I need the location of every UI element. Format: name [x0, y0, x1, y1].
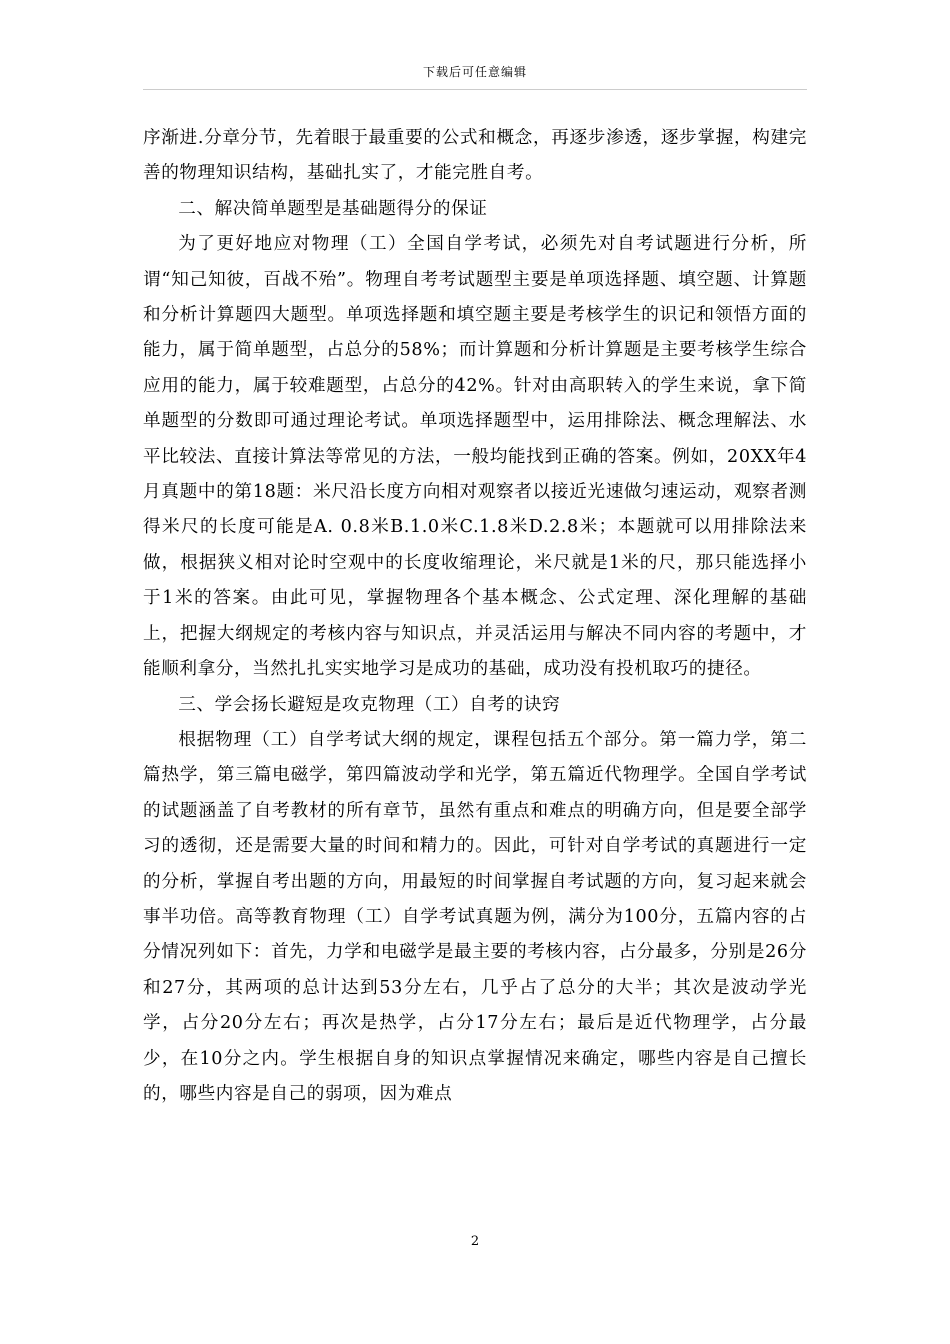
paragraph-continued: 序渐进.分章分节，先着眼于最重要的公式和概念，再逐步渗透，逐步掌握，构建完善的物理知识结构，基础扎实了，才能完胜自考。	[143, 128, 807, 184]
page-header	[0, 64, 950, 80]
page-number: 2	[470, 1234, 480, 1249]
paragraph-question-types: 为了更好地应对物理（工）全国自学考试，必须先对自考试题进行分析，所谓“知己知彼，百战不殆”。物理自考考试题型主要是单项选择题、填空题、计算题和分析计算题四大题型。单项选择题和填空题主要是考核学生的识记和领悟方面的能力，属于简单题型，占总分的58%；而计算题和分析计算题是主要考核学生综合应用的能力，属于较难题型，占总分的42%。针对由高职转入的学生来说，拿下简单题型的分数即可通过理论考试。单项选择题型中，运用排除法、概念理解法、水平比较法、直接计算法等常见的方法，一般均能找到正确的答案。例如，20XX年4月真题中的第18题：米尺沿长度方向相对观察者以接近光速做匀速运动，观察者测得米尺的长度可能是A. 0.8米B.1.0米C.1.8米D.2.8米；本题就可以用排除法来做，根据狭义相对论时空观中的长度收缩理论，米尺就是1米的尺，那只能选择小于1米的答案。由此可见，掌握物理各个基本概念、公式定理、深化理解的基础上，把握大纲规定的考核内容与知识点，并灵活运用与解决不同内容的考题中，才能顺利拿分，当然扎扎实实地学习是成功的基础，成功没有投机取巧的捷径。	[143, 234, 807, 680]
section-heading-3: 三、学会扬长避短是攻克物理（工）自考的诀窍	[178, 694, 561, 715]
header-text: 下载后可任意编辑	[422, 65, 527, 79]
paragraph-syllabus: 根据物理（工）自学考试大纲的规定，课程包括五个部分。第一篇力学，第二篇热学，第三篇电磁学，第四篇波动学和光学，第五篇近代物理学。全国自学考试的试题涵盖了自考教材的所有章节，虽然有重点和难点的明确方向，但是要全部学习的透彻，还是需要大量的时间和精力的。因此，可针对自学考试的真题进行一定的分析，掌握自考出题的方向，用最短的时间掌握自考试题的方向，复习起来就会事半功倍。高等教育物理（工）自学考试真题为例，满分为100分，五篇内容的占分情况列如下：首先，力学和电磁学是最主要的考核内容，占分最多，分别是26分和27分，其两项的总计达到53分左右，几乎占了总分的大半；其次是波动学光学，占分20分左右；再次是热学，占分17分左右；最后是近代物理学，占分最少，在10分之内。学生根据自身的知识点掌握情况来确定，哪些内容是自己擅长的，哪些内容是自己的弱项，因为难点	[143, 729, 807, 1104]
header-divider	[143, 89, 807, 90]
document-body	[143, 121, 807, 1112]
section-heading-2: 二、解决简单题型是基础题得分的保证	[178, 198, 488, 219]
page-footer	[0, 1234, 950, 1250]
